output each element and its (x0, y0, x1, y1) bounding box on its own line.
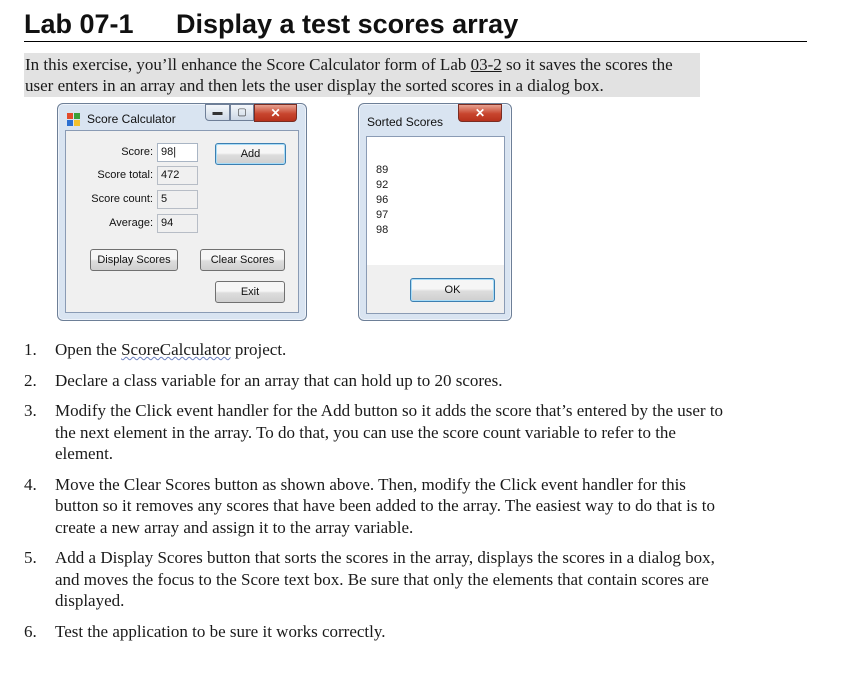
list-item: 97 (376, 209, 389, 221)
score-total-label: Score total: (97, 169, 153, 181)
list-item: 96 (376, 194, 389, 206)
list-item: 89 (376, 164, 389, 176)
add-button[interactable]: Add (215, 143, 286, 165)
list-item (24, 474, 724, 539)
list-item (24, 621, 724, 643)
sorted-scores-dialog (358, 103, 512, 321)
step-number: 1. (24, 340, 37, 359)
step-text: Open the (55, 340, 122, 359)
step-number: 4. (24, 474, 37, 494)
instruction-steps (24, 339, 724, 651)
step-text: Test the application to be sure it works correctly. (55, 621, 386, 641)
lab-title: Display a test scores array (176, 9, 519, 39)
intro-paragraph (24, 53, 700, 97)
score-input[interactable]: 98| (157, 143, 198, 162)
step-text: Modify the Click event handler for the Add button so it adds the score that’s entered by the user to the next element in the array. To do that, you can use the score count variable to refer to the element. (55, 401, 724, 463)
dialog-title: Sorted Scores (367, 115, 444, 129)
lab-reference-link[interactable]: 03-2 (470, 55, 502, 74)
lab-number: Lab 07-1 (24, 9, 134, 39)
ok-button[interactable]: OK (410, 278, 495, 302)
minimize-icon[interactable]: ▬ (205, 104, 230, 121)
step-number: 3. (24, 401, 37, 420)
score-label: Score: (121, 146, 153, 158)
step-number: 2. (24, 370, 37, 390)
list-item: 92 (376, 179, 389, 191)
list-item (24, 370, 724, 392)
average-field: 94 (157, 214, 198, 233)
score-total-field: 472 (157, 166, 198, 185)
list-item (24, 547, 724, 612)
project-name: ScoreCalculator (121, 340, 231, 359)
calculator-client-area (65, 130, 299, 313)
score-count-label: Score count: (91, 193, 153, 205)
dialog-client-area (366, 136, 505, 314)
close-icon[interactable]: ✕ (458, 104, 502, 122)
list-item (24, 400, 724, 465)
window-title: Score Calculator (87, 112, 176, 126)
step-number: 6. (24, 621, 37, 641)
exit-button[interactable]: Exit (215, 281, 285, 303)
lab-heading (24, 8, 807, 42)
step-text: project. (230, 340, 287, 359)
scores-list (367, 137, 504, 265)
score-count-field: 5 (157, 190, 198, 209)
list-item (24, 339, 724, 361)
intro-text-end: so it saves the scores the user enters in an array and then lets the user display the sorted scores in a dialog box. (25, 55, 673, 95)
form-icon (67, 113, 81, 127)
step-text: Add a Display Scores button that sorts the scores in the array, displays the scores in a dialog box, and moves the focus to the Score text box. Be sure that only the elements that contain scores are displayed. (55, 548, 715, 610)
close-icon[interactable]: ✕ (254, 104, 297, 122)
step-text: Declare a class variable for an array that can hold up to 20 scores. (55, 370, 503, 390)
score-calculator-window (57, 103, 307, 321)
maximize-icon[interactable]: ▢ (230, 104, 254, 121)
average-label: Average: (109, 217, 153, 229)
step-text: Move the Clear Scores button as shown above. Then, modify the Click event handler for this button so it removes any scores that have been added to the array. The easiest way to do that is to create a new array and assign it to the array variable. (55, 474, 715, 537)
list-item: 98 (376, 224, 389, 236)
clear-scores-button[interactable]: Clear Scores (200, 249, 285, 271)
display-scores-button[interactable]: Display Scores (90, 249, 178, 271)
intro-text-start: In this exercise, you’ll enhance the Score Calculator form of Lab (25, 55, 471, 74)
step-number: 5. (24, 548, 37, 567)
